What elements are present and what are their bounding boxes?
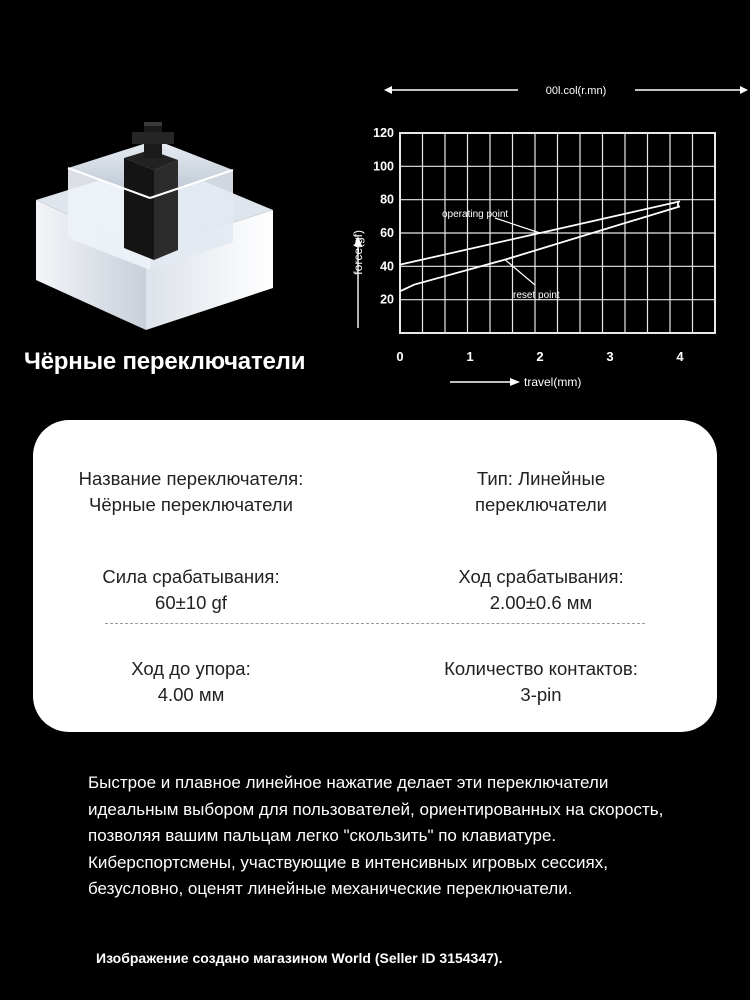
header-arrowhead-left — [384, 86, 392, 94]
spec-divider — [105, 623, 645, 624]
header-arrowhead-right — [740, 86, 748, 94]
switch-image — [28, 110, 288, 340]
y-tick-label: 100 — [373, 159, 394, 174]
x-tick-label: 2 — [536, 349, 544, 364]
spec-value: 4.00 мм — [157, 684, 225, 705]
spec-label: Тип: Линейные — [476, 468, 606, 489]
spec-card — [33, 420, 717, 732]
spec-value: Чёрные переключатели — [89, 494, 293, 515]
spec-actuation-travel — [391, 564, 691, 616]
annotation-leader — [495, 218, 540, 233]
y-tick-label: 40 — [380, 259, 394, 274]
x-axis-arrowhead — [510, 378, 520, 386]
footer-credit: Изображение создано магазином World (Seller ID 3154347). — [96, 950, 503, 966]
product-title: Чёрные переключатели — [24, 348, 306, 375]
x-tick-label: 0 — [396, 349, 404, 364]
x-tick-label: 3 — [606, 349, 614, 364]
spec-pin-count — [391, 656, 691, 708]
y-tick-label: 20 — [380, 292, 394, 307]
x-tick-label: 4 — [676, 349, 684, 364]
y-axis-label: force(gf) — [351, 230, 365, 275]
spec-switch-name — [41, 466, 341, 518]
spec-value: 60±10 gf — [155, 592, 227, 613]
spec-actuation-force — [41, 564, 341, 616]
y-tick-label: 60 — [380, 226, 394, 240]
description-text: Быстрое и плавное линейное нажатие делает эти переключатели идеальным выбором для пользователей, ориентированных на скорость, позволяя вашим пальцам легко "скользить" по клавиатуре. Киберспортсмены, участвующие в интенсивных игровых сессиях, безусловно, оценят линейные механические переключатели. — [88, 773, 664, 898]
y-tick-label: 80 — [380, 192, 394, 207]
x-axis-label: travel(mm) — [524, 375, 582, 389]
annotation-reset-point: reset point — [513, 290, 560, 301]
spec-total-travel — [41, 656, 341, 708]
spec-type — [391, 466, 691, 518]
x-tick-label: 1 — [466, 349, 474, 364]
spec-label: Ход до упора: — [131, 658, 251, 679]
spec-label: Название переключателя: — [78, 468, 304, 489]
spec-label: Ход срабатывания: — [458, 566, 624, 587]
chart-header-text: 00l.col(r.mn) — [545, 85, 607, 97]
annotation-leader — [505, 260, 535, 285]
spec-value: 3-pin — [520, 684, 562, 705]
force-chart — [330, 60, 750, 410]
spec-label: Количество контактов: — [444, 658, 638, 679]
y-tick-label: 120 — [373, 126, 394, 140]
annotation-operating-point: operating point — [442, 209, 509, 220]
spec-label: Сила срабатывания: — [102, 566, 280, 587]
spec-value: переключатели — [474, 494, 608, 515]
spec-value: 2.00±0.6 мм — [489, 592, 593, 613]
